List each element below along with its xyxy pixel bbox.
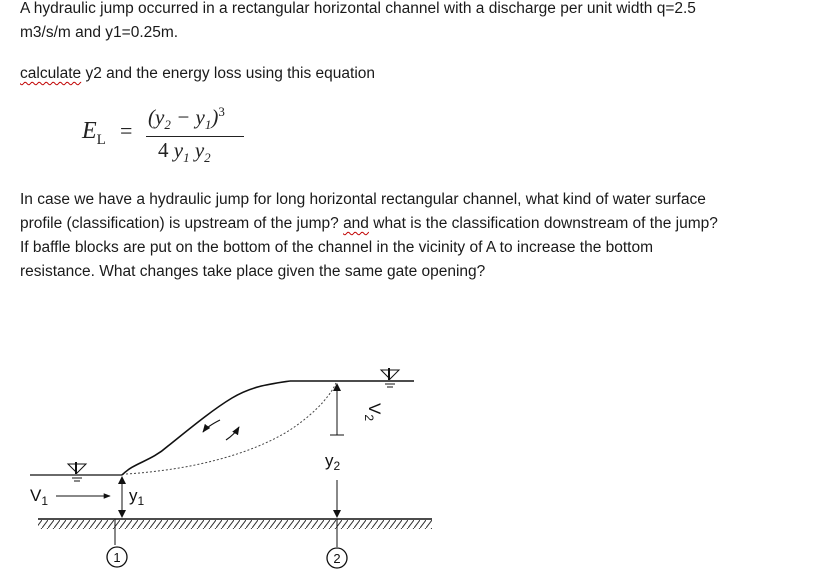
equation-lhs-sub: L — [96, 131, 106, 148]
den-y2: y — [189, 138, 205, 162]
num-exp: 3 — [218, 104, 225, 119]
water-level-symbol-left — [68, 462, 86, 481]
roller-arrow-right — [226, 427, 239, 440]
roller-arrow-left — [203, 420, 220, 432]
v1-label: $V_1$ — [30, 486, 49, 508]
num-open: (y — [148, 105, 165, 129]
num-minus: − y — [170, 105, 205, 129]
y2-arrow-bottom — [333, 510, 341, 518]
question-line-2b: what is the classification downstream of the jump? — [368, 215, 718, 232]
y1-label: $y_1$ — [129, 486, 145, 508]
question-line-1: In case we have a hydraulic jump for long horizontal rectangular channel, what kind of water surface — [20, 191, 706, 208]
num-close: ) — [211, 105, 219, 129]
y1-arrow-bottom — [118, 510, 126, 518]
roller-boundary — [126, 383, 336, 474]
den-y1: y — [173, 138, 184, 162]
bed-hatching — [38, 520, 432, 529]
problem-line-2: m3/s/m and y1=0.25m. — [20, 24, 179, 41]
question-line-3: If baffle blocks are put on the bottom of the channel in the vicinity of A to increase the bottom — [20, 239, 654, 256]
v2-label: $V_2$ — [362, 403, 384, 422]
water-level-symbol-right — [381, 368, 399, 387]
spellcheck-word-calculate: calculate — [20, 65, 82, 82]
equation-equals: = — [120, 118, 133, 143]
question-line-2a: profile (classification) is upstream of the jump? — [20, 215, 344, 232]
y1-arrow-top — [118, 476, 126, 484]
section-1-label: 1 — [113, 550, 121, 565]
section-2-label: 2 — [333, 551, 341, 566]
equation-lhs-var: E — [82, 118, 97, 144]
jump-surface-profile — [122, 381, 290, 475]
y2-label: $y_2$ — [325, 451, 341, 473]
den-sub1: 1 — [183, 150, 190, 166]
question-line-4: resistance. What changes take place given the same gate opening? — [20, 263, 486, 280]
num-sub2: 2 — [164, 117, 171, 133]
problem-line-1: A hydraulic jump occurred in a rectangular horizontal channel with a discharge per unit width q=2.5 — [20, 0, 696, 17]
instruction-text: y2 and the energy loss using this equation — [81, 65, 376, 82]
den-sub2: 2 — [204, 150, 211, 166]
num-sub1: 1 — [204, 117, 212, 133]
spellcheck-word-and: and — [343, 215, 369, 232]
den-four: 4 — [158, 138, 174, 162]
